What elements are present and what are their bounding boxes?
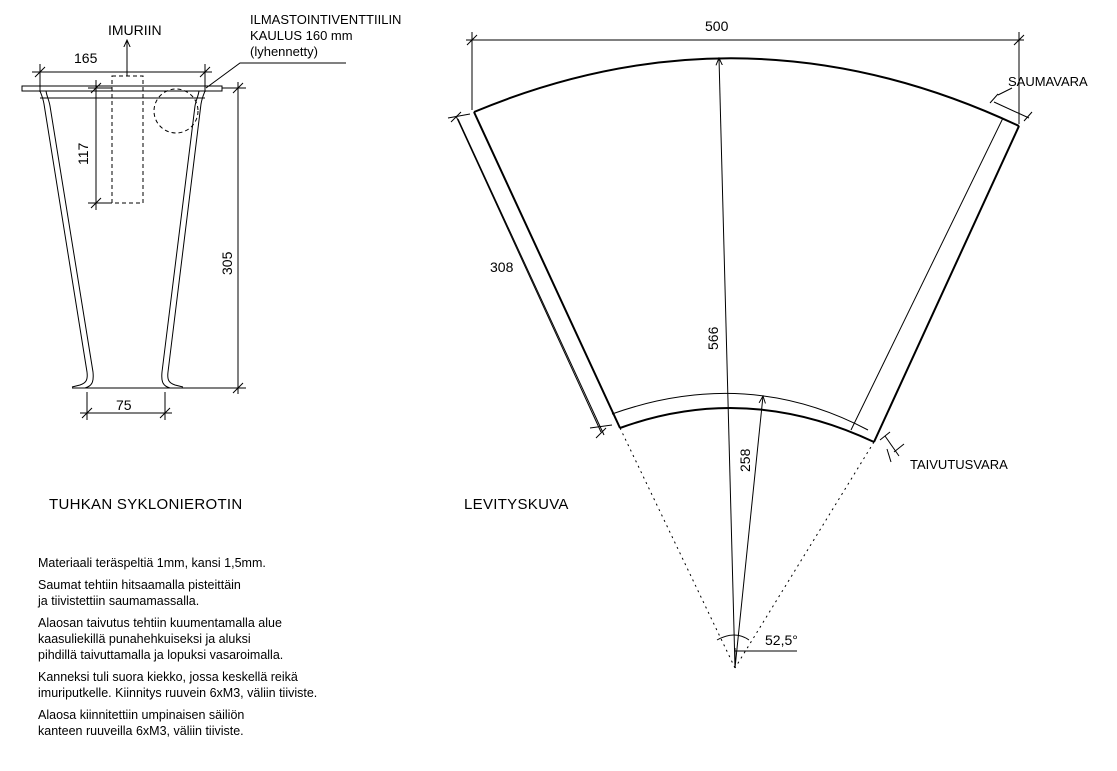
inner-arc [620,408,874,442]
taivutusvara-callout [880,432,1008,472]
imuriin-label: IMURIIN [108,22,162,38]
dim-bottom-width-label: 75 [116,397,132,413]
outer-arc [474,58,1019,126]
dim-outer-radius [705,58,735,668]
dim-bottom-width [80,392,172,420]
dim-outer-radius-label: 566 [705,326,721,350]
dim-slant-label: 308 [490,259,514,275]
note-material: Materiaali teräspeltiä 1mm, kansi 1,5mm. [38,556,266,570]
dim-chord-label: 500 [705,18,729,34]
right-seam-line [851,118,1003,430]
construction-line-left [620,428,735,668]
vent-leader-line [206,63,346,88]
vent-label-line3: (lyhennetty) [250,44,318,59]
cone-right-wall-inner [162,91,199,388]
dim-inner-radius-label: 258 [737,448,753,472]
cone-right-wall [168,91,205,387]
vent-collar-inlet [154,89,198,133]
taivutusvara-label: TAIVUTUSVARA [910,457,1008,472]
notes-block [38,555,438,745]
construction-line-right [735,442,874,668]
dim-inner-radius [735,396,763,668]
note-bending: Alaosan taivutus tehtiin kuumentamalla alue kaasuliekillä punahehkuiseksi ja aluksi pihdillä taivuttamalla ja lopuksi vasaroimalla. [38,616,284,662]
dim-chord [466,18,1024,124]
note-bottom: Alaosa kiinnitettiin umpinaisen säiliön kanteen ruuveilla 6xM3, väliin tiiviste. [38,708,245,738]
vent-label-line2: KAULUS 160 mm [250,28,353,43]
vent-label-line1: ILMASTOINTIVENTTIILIN [250,12,402,27]
right-edge [874,126,1019,442]
dim-angle [717,632,798,668]
development-title: LEVITYSKUVA [464,496,569,513]
development-view [448,18,1088,668]
dim-inlet-depth-label: 117 [75,142,91,165]
left-seam-allowance [458,119,604,435]
saumavara-label: SAUMAVARA [1008,74,1088,89]
dim-angle-label: 52,5° [765,632,798,648]
saumavara-callout [990,74,1088,121]
dim-top-width-label: 165 [74,50,98,66]
dim-inlet-depth [75,80,112,210]
suction-pipe [112,76,143,203]
cone-left-wall-inner [46,91,93,388]
cyclone-title: TUHKAN SYKLONIEROTIN [49,496,243,513]
cyclone-section-view [22,12,401,420]
dim-height-label: 305 [219,251,235,275]
note-lid: Kanneksi tuli suora kiekko, jossa keskellä reikä imuriputkelle. Kiinnitys ruuvein 6xM3, väliin tiiviste. [38,670,318,700]
note-seams: Saumat tehtiin hitsaamalla pisteittäin ja tiivistettiin saumamassalla. [38,578,241,608]
cyclone-lid [22,86,222,91]
cone-left-wall [40,91,87,387]
